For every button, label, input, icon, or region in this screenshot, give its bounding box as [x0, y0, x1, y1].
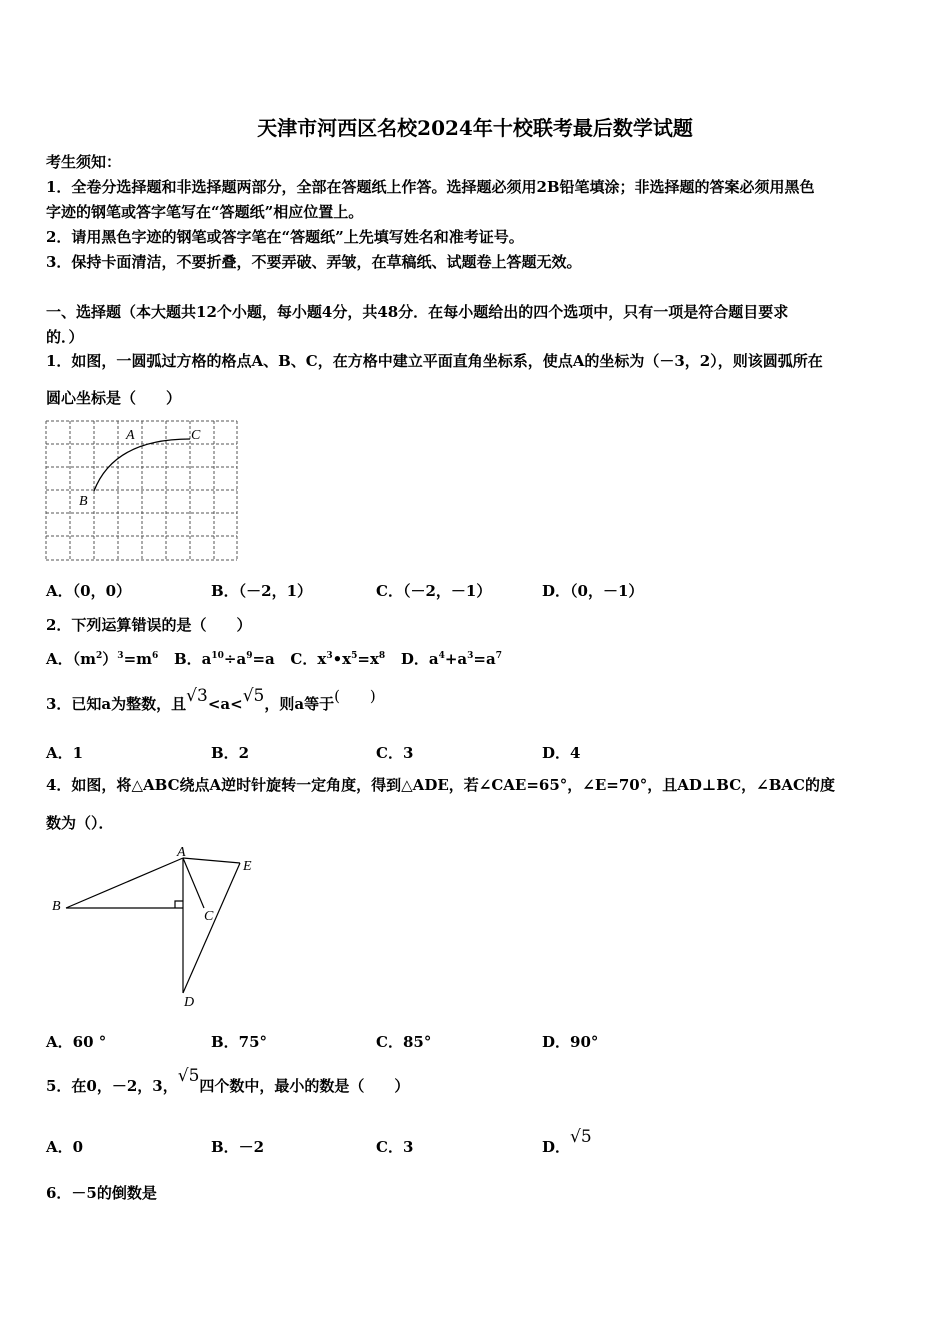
question-5-option-c[interactable]: C．3	[376, 1138, 414, 1156]
question-2-option-b[interactable]: B．$a^{10}\div a^9=a$	[173, 650, 275, 668]
page-title: 天津市河西区名校2024年十校联考最后数学试题	[257, 116, 693, 140]
question-2-option-c[interactable]: C．$x^3•x^5=x^8$	[290, 650, 386, 668]
question-2-options	[46, 648, 502, 669]
question-1-option-a[interactable]: A．（0，0）	[46, 582, 132, 600]
point-label-c: C	[191, 428, 201, 443]
question-1-grid-figure	[44, 419, 240, 565]
notice-item-3: 3．保持卡面清洁，不要折叠，不要弄破、弄皱，在草稿纸、试题卷上答题无效。	[46, 253, 582, 271]
question-2-option-a[interactable]: A．$(m^2)^3=m^6$	[46, 650, 159, 668]
question-1-line-2: 圆心坐标是（ ）	[46, 389, 182, 407]
question-5-option-b[interactable]: B．－2	[211, 1138, 265, 1156]
section-heading-line-1: 一、选择题（本大题共12个小题，每小题4分，共48分．在每小题给出的四个选项中，只有一项是符合题目要求	[46, 303, 789, 321]
question-3-option-b[interactable]: B．2	[211, 744, 250, 762]
question-5-option-a[interactable]: A．0	[46, 1138, 84, 1156]
question-1-option-b[interactable]: B．（－2，1）	[211, 582, 313, 600]
question-2-option-d[interactable]: D．$a^4+a^3=a^7$	[400, 650, 502, 668]
point-label-a: A	[126, 428, 135, 443]
point-label-e: E	[243, 859, 252, 874]
question-3-option-a[interactable]: A．1	[46, 744, 84, 762]
question-3-option-d[interactable]: D．4	[542, 744, 581, 762]
section-heading-line-2: 的．）	[46, 328, 84, 346]
notice-item-1-line-2: 字迹的钢笔或答字笔写在“答题纸”相应位置上。	[46, 203, 364, 221]
question-1-option-d[interactable]: D．（0，－1）	[542, 582, 644, 600]
question-4-line-1: 4．如图，将△ABC绕点A逆时针旋转一定角度，得到△ADE，若∠CAE=65°，∠E=70°，且AD⊥BC，∠BAC的度	[46, 776, 835, 794]
notice-item-1-line-1: 1．全卷分选择题和非选择题两部分，全部在答题纸上作答。选择题必须用2B铅笔填涂；非选择题的答案必须用黑色	[46, 178, 815, 196]
sqrt-5: √5	[242, 686, 265, 706]
point-label-a: A	[177, 845, 186, 860]
question-4-option-a[interactable]: A．60 °	[46, 1033, 107, 1051]
point-label-b: B	[52, 899, 61, 914]
question-5-stem: 5．在0，－2，3，√5四个数中，最小的数是（ ）	[46, 1066, 410, 1095]
sqrt-5: √5	[177, 1066, 200, 1086]
question-4-option-c[interactable]: C．85°	[376, 1033, 432, 1051]
notice-item-2: 2．请用黑色字迹的钢笔或答字笔在“答题纸”上先填写姓名和准考证号。	[46, 228, 524, 246]
question-5-option-d[interactable]: D．√5	[542, 1127, 592, 1156]
point-label-c: C	[204, 909, 214, 924]
point-label-d: D	[184, 995, 195, 1010]
sqrt-3: √3	[186, 686, 208, 706]
question-6-stem: 6．－5的倒数是	[46, 1184, 157, 1202]
sqrt-5: √5	[570, 1127, 592, 1147]
notice-heading: 考生须知：	[46, 153, 122, 171]
question-3-option-c[interactable]: C．3	[376, 744, 414, 762]
question-1-option-c[interactable]: C．（－2，－1）	[376, 582, 492, 600]
question-3-stem: 3．已知a为整数，且√3<a<√5，则a等于( )	[46, 686, 376, 713]
question-4-triangle-figure	[44, 838, 274, 1016]
question-2-stem: 2．下列运算错误的是（ ）	[46, 616, 252, 634]
question-1-line-1: 1．如图，一圆弧过方格的格点A、B、C，在方格中建立平面直角坐标系，使点A的坐标为（－3，2），则该圆弧所在	[46, 352, 823, 370]
point-label-b: B	[79, 494, 88, 509]
question-4-option-d[interactable]: D．90°	[542, 1033, 599, 1051]
question-4-line-2: 数为（）．	[46, 814, 114, 832]
question-4-option-b[interactable]: B．75°	[211, 1033, 268, 1051]
